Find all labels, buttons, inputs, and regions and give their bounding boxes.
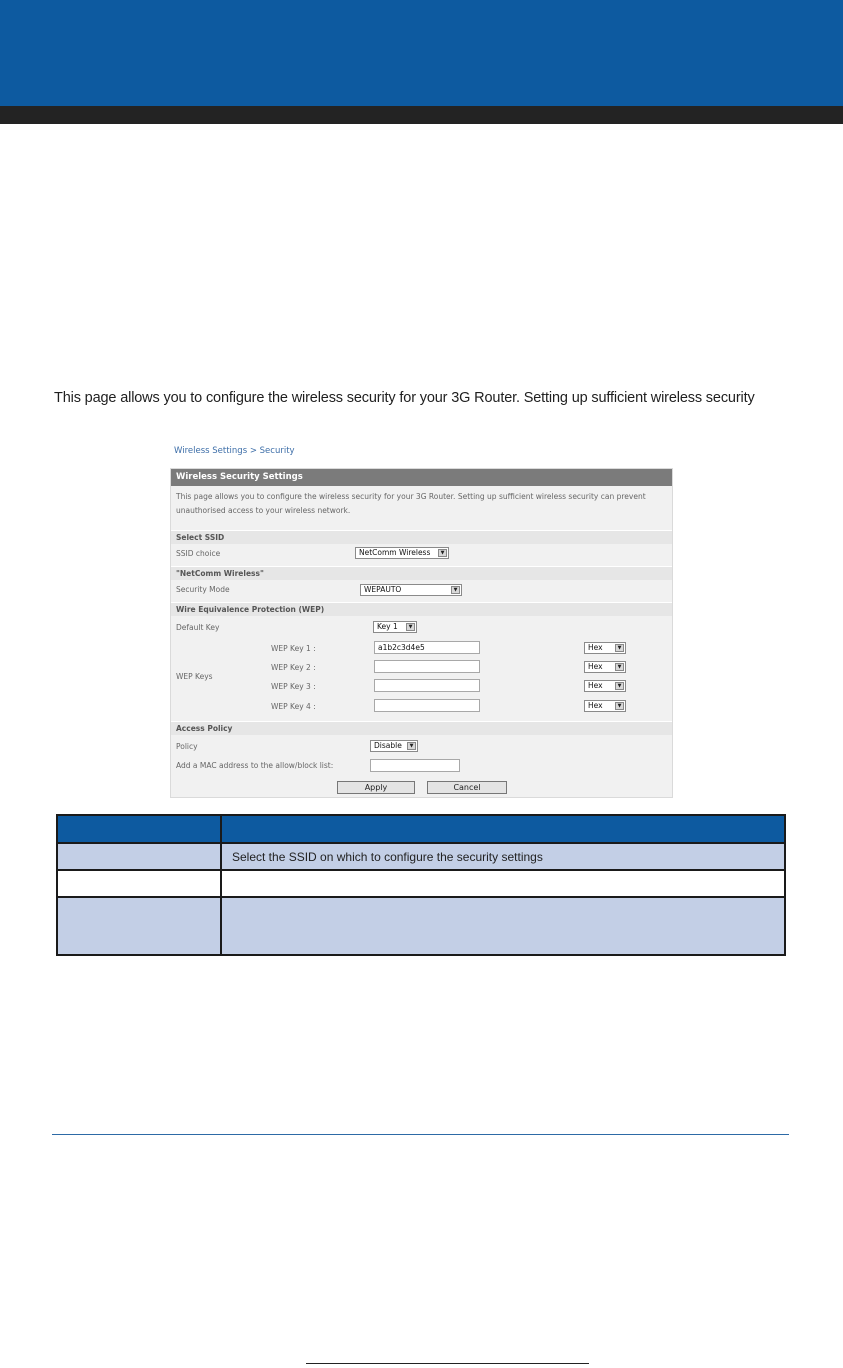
table-cell bbox=[57, 870, 221, 897]
wep-keys-label: WEP Keys bbox=[176, 672, 213, 681]
router-screenshot bbox=[168, 440, 676, 798]
section-network: "NetComm Wireless" bbox=[171, 566, 672, 580]
default-key-label: Default Key bbox=[176, 623, 220, 632]
wep-key-format-value: Hex bbox=[588, 701, 603, 710]
table-row bbox=[57, 897, 785, 955]
section-divider bbox=[52, 1134, 789, 1135]
table-cell bbox=[221, 897, 785, 955]
default-key-value: Key 1 bbox=[377, 622, 398, 631]
security-mode-value: WEPAUTO bbox=[364, 585, 402, 594]
wep-key-2-input[interactable] bbox=[374, 660, 480, 673]
ssid-choice-label: SSID choice bbox=[176, 549, 221, 558]
section-access-policy: Access Policy bbox=[171, 721, 672, 735]
table-cell bbox=[221, 870, 785, 897]
chevron-down-icon: ▼ bbox=[406, 623, 415, 631]
header-band bbox=[0, 0, 843, 106]
table-cell bbox=[57, 815, 221, 843]
chevron-down-icon: ▼ bbox=[407, 742, 416, 750]
cancel-button[interactable]: Cancel bbox=[427, 781, 507, 794]
section-wep: Wire Equivalence Protection (WEP) bbox=[171, 602, 672, 616]
table-row bbox=[57, 843, 785, 870]
policy-select[interactable] bbox=[370, 740, 418, 752]
wep-key-2-format-select[interactable] bbox=[584, 661, 626, 673]
wep-key-label: WEP Key 4 : bbox=[271, 702, 316, 711]
wep-key-4-input[interactable] bbox=[374, 699, 480, 712]
footer-rule bbox=[306, 1363, 589, 1364]
table-cell bbox=[221, 815, 785, 843]
section-select-ssid: Select SSID bbox=[171, 530, 672, 544]
table-cell bbox=[57, 897, 221, 955]
table-cell bbox=[57, 843, 221, 870]
header-rule bbox=[0, 106, 843, 124]
default-key-select[interactable] bbox=[373, 621, 417, 633]
chevron-down-icon: ▼ bbox=[615, 644, 624, 652]
security-mode-label: Security Mode bbox=[176, 585, 230, 594]
mac-address-input[interactable] bbox=[370, 759, 460, 772]
table-cell: Select the SSID on which to configure the security settings bbox=[221, 843, 785, 870]
panel-description: This page allows you to configure the wireless security for your 3G Router. Setting up sufficient wireless security can prevent unauthorised access to your wireless network. bbox=[176, 492, 646, 515]
wep-key-format-value: Hex bbox=[588, 681, 603, 690]
wep-key-3-format-select[interactable] bbox=[584, 680, 626, 692]
mac-address-label: Add a MAC address to the allow/block list: bbox=[176, 761, 334, 770]
wep-key-label: WEP Key 3 : bbox=[271, 682, 316, 691]
wep-key-1-input[interactable]: a1b2c3d4e5 bbox=[374, 641, 480, 654]
wep-key-label: WEP Key 1 : bbox=[271, 644, 316, 653]
wep-key-label: WEP Key 2 : bbox=[271, 663, 316, 672]
ssid-choice-select[interactable] bbox=[355, 547, 449, 559]
wep-key-4-format-select[interactable] bbox=[584, 700, 626, 712]
security-panel bbox=[170, 468, 673, 798]
wep-key-format-value: Hex bbox=[588, 662, 603, 671]
chevron-down-icon: ▼ bbox=[615, 702, 624, 710]
intro-paragraph: This page allows you to configure the wireless security for your 3G Router. Setting up sufficient wireless security bbox=[54, 390, 755, 406]
apply-button[interactable]: Apply bbox=[337, 781, 415, 794]
chevron-down-icon: ▼ bbox=[615, 682, 624, 690]
chevron-down-icon: ▼ bbox=[615, 663, 624, 671]
policy-label: Policy bbox=[176, 742, 198, 751]
chevron-down-icon: ▼ bbox=[438, 549, 447, 557]
wep-key-3-input[interactable] bbox=[374, 679, 480, 692]
table-header-row bbox=[57, 815, 785, 843]
breadcrumb[interactable]: Wireless Settings > Security bbox=[174, 446, 295, 456]
parameter-table bbox=[56, 814, 786, 956]
table-row bbox=[57, 870, 785, 897]
panel-title: Wireless Security Settings bbox=[171, 469, 672, 486]
security-mode-select[interactable] bbox=[360, 584, 462, 596]
chevron-down-icon: ▼ bbox=[451, 586, 460, 594]
wep-key-1-format-select[interactable] bbox=[584, 642, 626, 654]
wep-key-format-value: Hex bbox=[588, 643, 603, 652]
ssid-choice-value: NetComm Wireless bbox=[359, 548, 431, 557]
policy-value: Disable bbox=[374, 741, 402, 750]
